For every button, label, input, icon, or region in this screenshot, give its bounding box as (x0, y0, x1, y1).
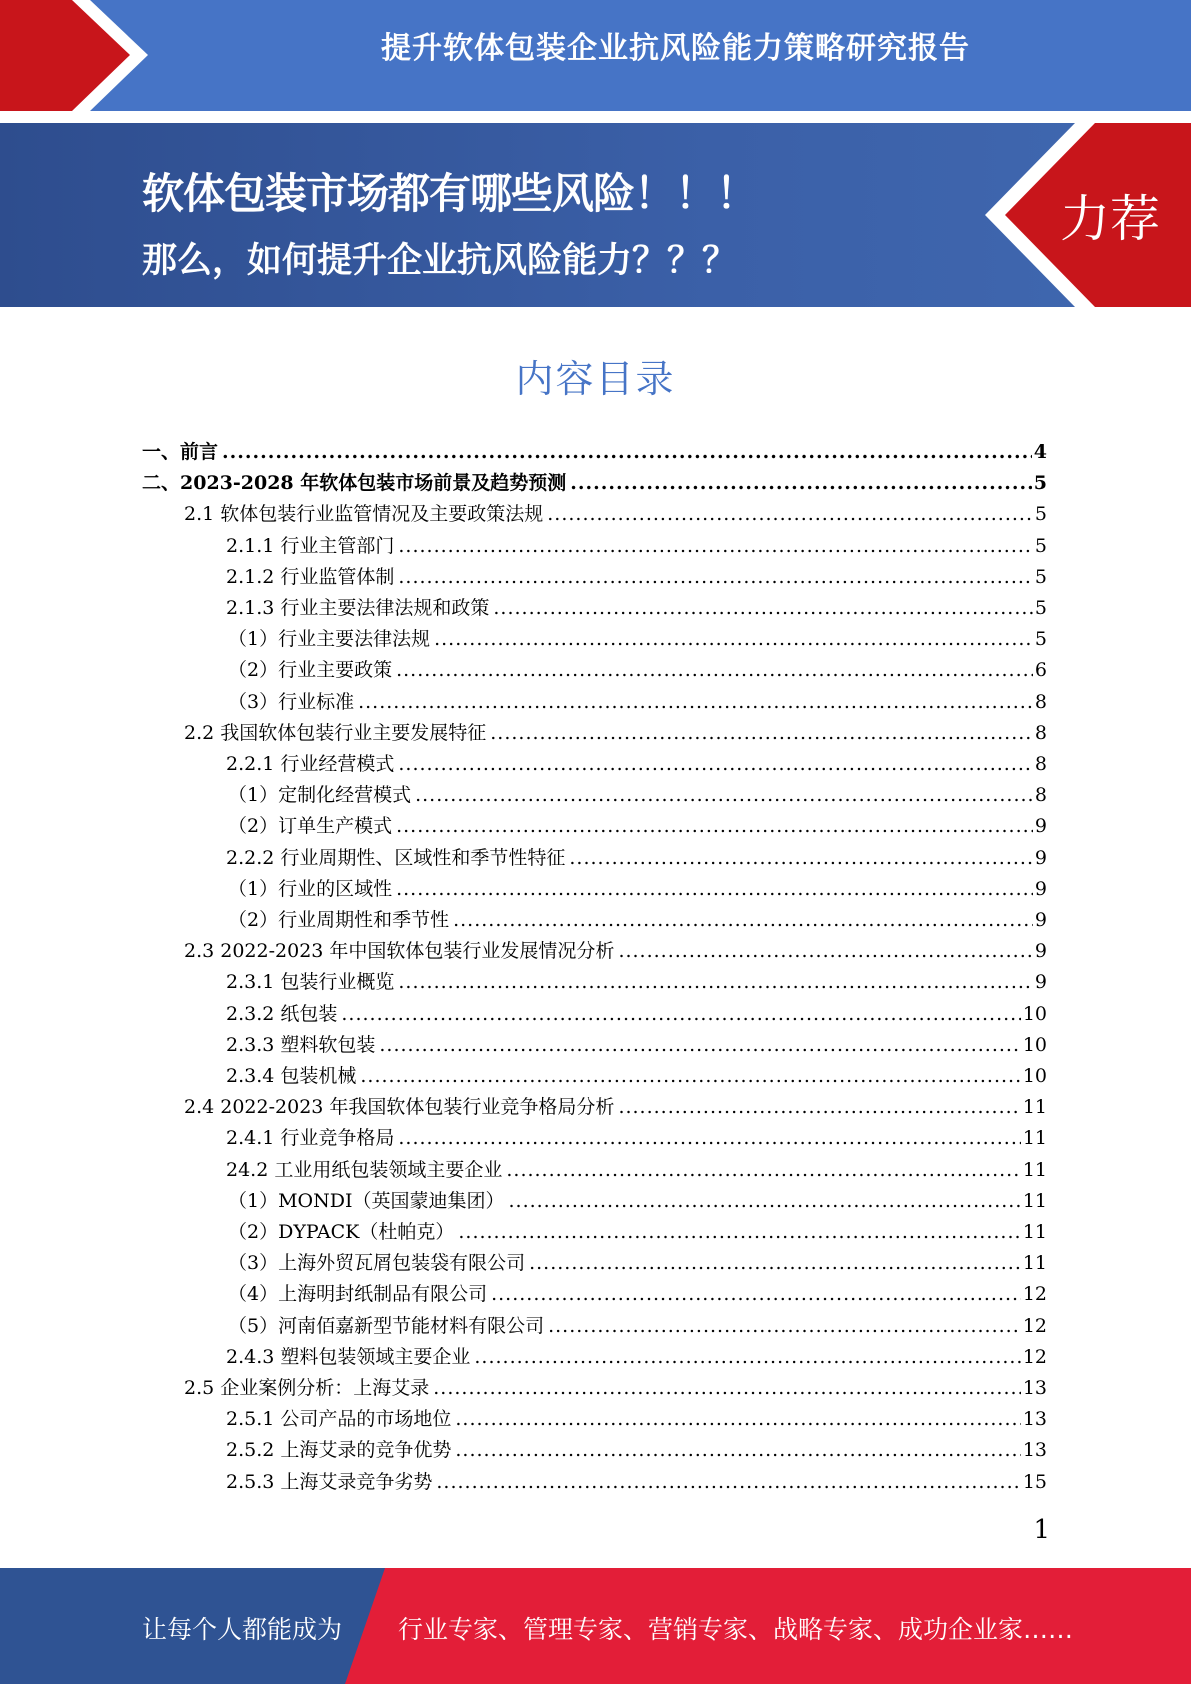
toc-entry-label: 2.5.2 上海艾录的竞争优势 (226, 1439, 452, 1461)
toc-entry-label: 2.5.1 公司产品的市场地位 (226, 1408, 452, 1430)
toc-entry-page: 12 (1022, 1283, 1047, 1305)
toc-dot-leader (222, 441, 1032, 463)
banner-headline: 软体包装市场都有哪些风险！！！ (142, 169, 758, 218)
toc-entry[interactable] (228, 655, 1047, 686)
toc-entry-label: 2.2 我国软体包装行业主要发展特征 (184, 722, 487, 744)
toc-entry-page: 11 (1022, 1159, 1047, 1181)
toc-dot-leader (506, 1159, 1020, 1181)
toc-entry-page: 15 (1022, 1471, 1047, 1493)
toc-dot-leader (396, 659, 1033, 681)
toc-dot-leader (434, 628, 1033, 650)
toc-entry[interactable] (228, 1279, 1047, 1310)
toc-entry-label: 一、前言 (142, 441, 219, 463)
toc-dot-leader (493, 597, 1033, 619)
toc-entry-page: 5 (1034, 535, 1047, 557)
toc-dot-leader (618, 940, 1032, 962)
toc-entry-page: 11 (1022, 1221, 1047, 1243)
toc-entry-label: 2.1.3 行业主要法律法规和政策 (226, 597, 490, 619)
toc-entry-label: 2.1.2 行业监管体制 (226, 566, 395, 588)
toc-entry-page: 13 (1022, 1439, 1047, 1461)
toc-entry[interactable] (228, 1248, 1047, 1279)
toc-entry-page: 6 (1034, 659, 1047, 681)
toc-entry[interactable] (228, 1217, 1047, 1248)
toc-entry-page: 5 (1034, 597, 1047, 619)
toc-entry-label: 2.3.3 塑料软包装 (226, 1034, 376, 1056)
red-arrow-decoration (0, 0, 160, 111)
toc-entry-label: 二、2023-2028 年软体包装市场前景及趋势预测 (142, 472, 567, 494)
toc-entry-page: 9 (1034, 971, 1047, 993)
toc-entry-label: 2.2.2 行业周期性、区域性和季节性特征 (226, 847, 566, 869)
toc-entry-label: 2.2.1 行业经营模式 (226, 753, 395, 775)
toc-entry-page: 10 (1022, 1065, 1047, 1087)
report-title: 提升软体包装企业抗风险能力策略研究报告 (381, 31, 970, 66)
toc-entry-page: 8 (1034, 722, 1047, 744)
toc-entry-page: 9 (1034, 815, 1047, 837)
toc-dot-leader (415, 784, 1033, 806)
toc-entry-page: 5 (1034, 503, 1047, 525)
toc-entry-label: 2.5.3 上海艾录竞争劣势 (226, 1471, 433, 1493)
toc-dot-leader (433, 1377, 1021, 1399)
toc-dot-leader (396, 815, 1033, 837)
toc-dot-leader (396, 878, 1033, 900)
toc-dot-leader (491, 1283, 1021, 1305)
toc-entry-page: 12 (1022, 1346, 1047, 1368)
toc-dot-leader (398, 566, 1033, 588)
toc-entry[interactable] (184, 1092, 1047, 1123)
toc-entry[interactable] (226, 562, 1047, 593)
toc-entry[interactable] (142, 437, 1047, 468)
toc-entry[interactable] (184, 718, 1047, 749)
toc-entry[interactable] (228, 905, 1047, 936)
toc-entry-label: 2.4.3 塑料包装领域主要企业 (226, 1346, 471, 1368)
toc-entry-page: 11 (1022, 1096, 1047, 1118)
toc-entry[interactable] (226, 1435, 1047, 1466)
toc-dot-leader (548, 1315, 1021, 1337)
toc-dot-leader (398, 971, 1033, 993)
footer-band (0, 1568, 1191, 1684)
toc-dot-leader (529, 1252, 1021, 1274)
toc-entry[interactable] (226, 531, 1047, 562)
top-header-band (0, 0, 1191, 111)
toc-entry[interactable] (228, 811, 1047, 842)
toc-dot-leader (474, 1346, 1020, 1368)
toc-dot-leader (547, 503, 1033, 525)
toc-entry-page: 11 (1022, 1190, 1047, 1212)
toc-entry-page: 13 (1022, 1377, 1047, 1399)
toc-dot-leader (379, 1034, 1020, 1056)
toc-entry[interactable] (184, 499, 1047, 530)
toc-entry-label: 2.3.2 纸包装 (226, 1003, 338, 1025)
toc-entry[interactable] (228, 874, 1047, 905)
toc-entry-label: 2.1.1 行业主管部门 (226, 535, 395, 557)
toc-dot-leader (398, 1127, 1020, 1149)
toc-entry-label: 2.1 软体包装行业监管情况及主要政策法规 (184, 503, 544, 525)
toc-entry[interactable] (184, 936, 1047, 967)
toc-entry-page: 13 (1022, 1408, 1047, 1430)
toc-entry[interactable] (226, 999, 1047, 1030)
toc-entry-label: 2.4 2022-2023 年我国软体包装行业竞争格局分析 (184, 1096, 615, 1118)
toc-entry-page: 12 (1022, 1315, 1047, 1337)
toc-entry-label: （1）定制化经营模式 (228, 784, 412, 806)
toc-dot-leader (398, 535, 1033, 557)
toc-dot-leader (490, 722, 1033, 744)
toc-entry[interactable] (228, 780, 1047, 811)
toc-dot-leader (360, 1065, 1020, 1087)
promo-banner (0, 123, 1191, 307)
toc-entry-page: 5 (1034, 628, 1047, 650)
toc-entry[interactable] (184, 1373, 1047, 1404)
toc-entry[interactable] (226, 967, 1047, 998)
toc-entry-page: 8 (1034, 753, 1047, 775)
toc-entry-page: 9 (1034, 909, 1047, 931)
toc-dot-leader (455, 1408, 1020, 1430)
toc-entry[interactable] (142, 468, 1047, 499)
toc-dot-leader (341, 1003, 1020, 1025)
toc-entry[interactable] (226, 1155, 1047, 1186)
toc-entry[interactable] (226, 593, 1047, 624)
toc-entry-page: 4 (1033, 441, 1047, 463)
toc-entry-page: 9 (1034, 878, 1047, 900)
toc-entry-label: （2）订单生产模式 (228, 815, 393, 837)
page-number: 1 (1033, 1515, 1050, 1545)
toc-dot-leader (453, 909, 1033, 931)
toc-entry-label: （1）行业的区域性 (228, 878, 393, 900)
toc-entry-label: （3）行业标准 (228, 691, 355, 713)
toc-entry[interactable] (226, 1467, 1047, 1498)
toc-entry-page: 8 (1034, 784, 1047, 806)
toc-entry-label: （2）行业主要政策 (228, 659, 393, 681)
toc-entry-label: 2.4.1 行业竞争格局 (226, 1127, 395, 1149)
toc-entry[interactable] (228, 687, 1047, 718)
toc-entry-label: （3）上海外贸瓦屑包装袋有限公司 (228, 1252, 526, 1274)
toc-entry-page: 5 (1033, 472, 1047, 494)
toc-entry-label: 2.3.1 包装行业概览 (226, 971, 395, 993)
toc-entry-page: 9 (1034, 940, 1047, 962)
toc-entry[interactable] (226, 1342, 1047, 1373)
toc-entry-label: （1）MONDI（英国蒙迪集团） (228, 1190, 505, 1212)
toc-dot-leader (398, 753, 1033, 775)
recommend-badge-text: 力荐 (1060, 190, 1160, 248)
toc-entry-label: （5）河南佰嘉新型节能材料有限公司 (228, 1315, 545, 1337)
toc-dot-leader (358, 691, 1033, 713)
toc-entry[interactable] (226, 749, 1047, 780)
toc-dot-leader (570, 472, 1032, 494)
toc-entry-page: 11 (1022, 1252, 1047, 1274)
toc-entry[interactable] (228, 1186, 1047, 1217)
toc-entry[interactable] (226, 1061, 1047, 1092)
toc-entry-page: 10 (1022, 1003, 1047, 1025)
toc-entry-page: 10 (1022, 1034, 1047, 1056)
toc-entry[interactable] (226, 843, 1047, 874)
toc-entry-label: （2）DYPACK（杜帕克） (228, 1221, 455, 1243)
toc-entry[interactable] (228, 1311, 1047, 1342)
toc-dot-leader (436, 1471, 1020, 1493)
toc-entry[interactable] (226, 1404, 1047, 1435)
toc-dot-leader (569, 847, 1033, 869)
footer-slogan-right: 行业专家、管理专家、营销专家、战略专家、成功企业家…… (398, 1615, 1074, 1644)
toc-heading: 内容目录 (515, 357, 676, 401)
toc-entry-label: （1）行业主要法律法规 (228, 628, 431, 650)
toc-entry-label: （4）上海明封纸制品有限公司 (228, 1283, 488, 1305)
toc-entry-page: 8 (1034, 691, 1047, 713)
toc-dot-leader (455, 1439, 1020, 1461)
toc-entry-label: （2）行业周期性和季节性 (228, 909, 450, 931)
toc-entry-page: 5 (1034, 566, 1047, 588)
toc-entry[interactable] (226, 1030, 1047, 1061)
toc-entry[interactable] (228, 624, 1047, 655)
toc-entry-label: 2.3 2022-2023 年中国软体包装行业发展情况分析 (184, 940, 615, 962)
toc-entry-label: 2.3.4 包装机械 (226, 1065, 357, 1087)
toc-dot-leader (618, 1096, 1020, 1118)
toc-entry-page: 9 (1034, 847, 1047, 869)
toc-entry-label: 24.2 工业用纸包装领域主要企业 (226, 1159, 503, 1181)
toc-dot-leader (458, 1221, 1020, 1243)
toc-dot-leader (508, 1190, 1020, 1212)
toc-entry-page: 11 (1022, 1127, 1047, 1149)
toc-entry[interactable] (226, 1123, 1047, 1154)
toc-entry-label: 2.5 企业案例分析：上海艾录 (184, 1377, 430, 1399)
banner-subheadline: 那么，如何提升企业抗风险能力？？？ (142, 241, 738, 281)
footer-slogan-left: 让每个人都能成为 (142, 1615, 343, 1644)
